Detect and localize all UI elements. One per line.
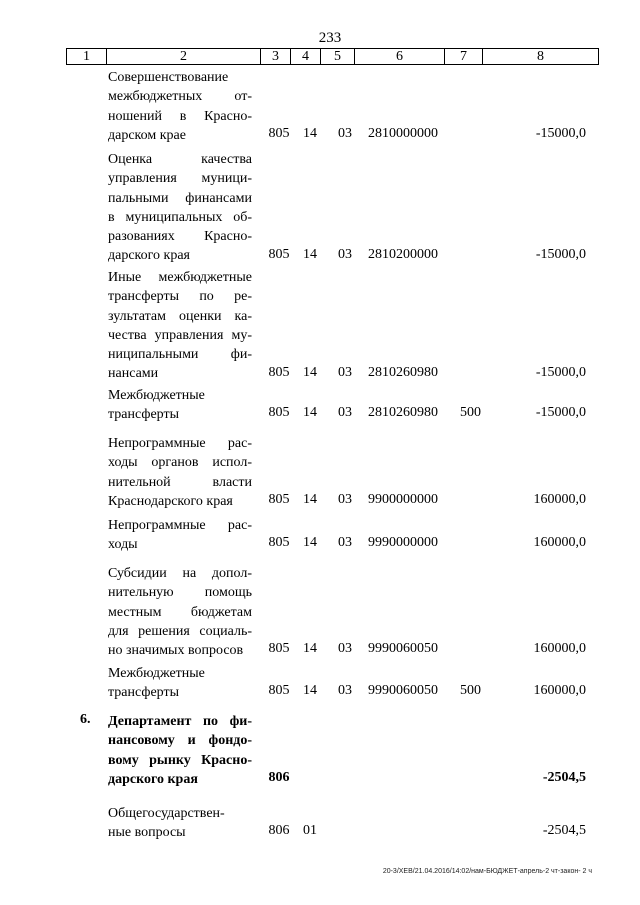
row-description: [108, 712, 252, 789]
row-description: [108, 150, 252, 266]
cell-c8: -15000,0: [535, 125, 586, 141]
cell-c3: 806: [268, 769, 290, 785]
description-line: в муниципальных об-: [108, 209, 252, 225]
description-line: Краснодарского края: [108, 493, 233, 509]
cell-c3: 805: [268, 125, 290, 141]
cell-c8: -15000,0: [535, 246, 586, 262]
description-line: Субсидии на допол-: [108, 566, 252, 581]
description-line: ные вопросы: [108, 825, 186, 841]
cell-c7: 500: [460, 683, 481, 699]
cell-c5: 03: [338, 246, 352, 262]
cell-c4: 01: [303, 823, 317, 839]
column-header-8: 8: [483, 49, 599, 65]
description-line: Департамент по фи-: [108, 714, 252, 729]
cell-c8: -15000,0: [535, 364, 586, 380]
description-line: ниципальными фи-: [108, 347, 252, 363]
page-number: 233: [318, 30, 342, 46]
cell-c5: 03: [338, 364, 352, 380]
cell-c4: 14: [303, 535, 317, 551]
description-line: трансферты: [108, 685, 180, 701]
cell-c8: 160000,0: [533, 491, 586, 507]
row-description: [108, 386, 252, 425]
cell-c8: 160000,0: [533, 535, 586, 551]
description-line: нансовому и фондо-: [108, 733, 252, 749]
column-header-7: 7: [445, 49, 483, 65]
cell-c6: 9990000000: [368, 535, 438, 551]
cell-c3: 805: [268, 246, 290, 262]
description-line: трансферты: [108, 407, 180, 423]
cell-c6: 2810000000: [368, 125, 438, 141]
description-line: Совершенствование: [108, 70, 229, 85]
description-line: дарского края: [108, 771, 198, 787]
cell-c5: 03: [338, 535, 352, 551]
cell-c8: -15000,0: [535, 405, 586, 421]
column-header-3: 3: [261, 49, 291, 65]
cell-c3: 805: [268, 364, 290, 380]
cell-c8: -2504,5: [542, 823, 586, 839]
description-line: дарского края: [108, 248, 190, 264]
cell-c4: 14: [303, 491, 317, 507]
cell-c3: 805: [268, 491, 290, 507]
description-line: нительную помощь: [108, 585, 252, 601]
description-line: зультатам оценки ка-: [108, 308, 252, 324]
description-line: межбюджетных от-: [108, 89, 252, 105]
description-line: ношений в Красно-: [108, 108, 252, 124]
row-description: [108, 564, 252, 660]
description-line: управления муници-: [108, 171, 252, 187]
description-line: чества управления му-: [108, 327, 252, 343]
cell-c8: -2504,5: [542, 769, 586, 785]
cell-c5: 03: [338, 405, 352, 421]
cell-c5: 03: [338, 491, 352, 507]
description-line: Иные межбюджетные: [108, 270, 252, 285]
cell-c7: 500: [460, 405, 481, 421]
description-line: вому рынку Красно-: [108, 752, 252, 768]
description-line: пальными финансами: [108, 190, 252, 206]
cell-c4: 14: [303, 125, 317, 141]
column-header-row: [66, 48, 599, 65]
row-description: [108, 268, 252, 384]
description-line: но значимых вопросов: [108, 643, 244, 659]
footer-file-path: 20-3/ХЕВ/21.04.2016/14:02/нам-БЮДЖЕТ-апрель-2 чт-закон- 2 ч: [382, 868, 592, 875]
row-description: [108, 804, 252, 843]
description-line: ходы: [108, 537, 138, 553]
description-line: Непрограммные рас-: [108, 518, 252, 533]
cell-c5: 03: [338, 125, 352, 141]
row-description: [108, 434, 252, 511]
description-line: Оценка качества: [108, 152, 252, 167]
description-line: нансами: [108, 366, 159, 382]
cell-c3: 805: [268, 535, 290, 551]
description-line: Непрограммные рас-: [108, 436, 252, 451]
cell-c6: 2810260980: [368, 405, 438, 421]
description-line: местным бюджетам: [108, 604, 252, 620]
cell-c3: 805: [268, 683, 290, 699]
description-line: разованиях Красно-: [108, 229, 252, 245]
row-description: [108, 664, 252, 703]
cell-c4: 14: [303, 246, 317, 262]
cell-c8: 160000,0: [533, 683, 586, 699]
cell-c4: 14: [303, 364, 317, 380]
cell-c6: 9990060050: [368, 683, 438, 699]
column-header-5: 5: [321, 49, 355, 65]
cell-c4: 14: [303, 641, 317, 657]
row-description: [108, 68, 252, 145]
description-line: Межбюджетные: [108, 666, 205, 681]
description-line: для решения социаль-: [108, 623, 252, 639]
cell-c5: 03: [338, 641, 352, 657]
cell-c6: 9900000000: [368, 491, 438, 507]
cell-c6: 9990060050: [368, 641, 438, 657]
description-line: трансферты по ре-: [108, 289, 252, 305]
cell-c6: 2810200000: [368, 246, 438, 262]
column-header-1: 1: [67, 49, 107, 65]
cell-c4: 14: [303, 405, 317, 421]
cell-c3: 805: [268, 405, 290, 421]
description-line: дарском крае: [108, 127, 186, 143]
row-number: 6.: [80, 712, 91, 727]
cell-c3: 805: [268, 641, 290, 657]
description-line: ходы органов испол-: [108, 455, 252, 471]
description-line: Межбюджетные: [108, 388, 205, 403]
cell-c8: 160000,0: [533, 641, 586, 657]
cell-c6: 2810260980: [368, 364, 438, 380]
description-line: нительной власти: [108, 474, 252, 490]
column-header-6: 6: [355, 49, 445, 65]
column-header-4: 4: [291, 49, 321, 65]
row-description: [108, 516, 252, 555]
cell-c4: 14: [303, 683, 317, 699]
column-header-2: 2: [107, 49, 261, 65]
cell-c5: 03: [338, 683, 352, 699]
description-line: Общегосударствен-: [108, 806, 225, 821]
cell-c3: 806: [268, 823, 290, 839]
